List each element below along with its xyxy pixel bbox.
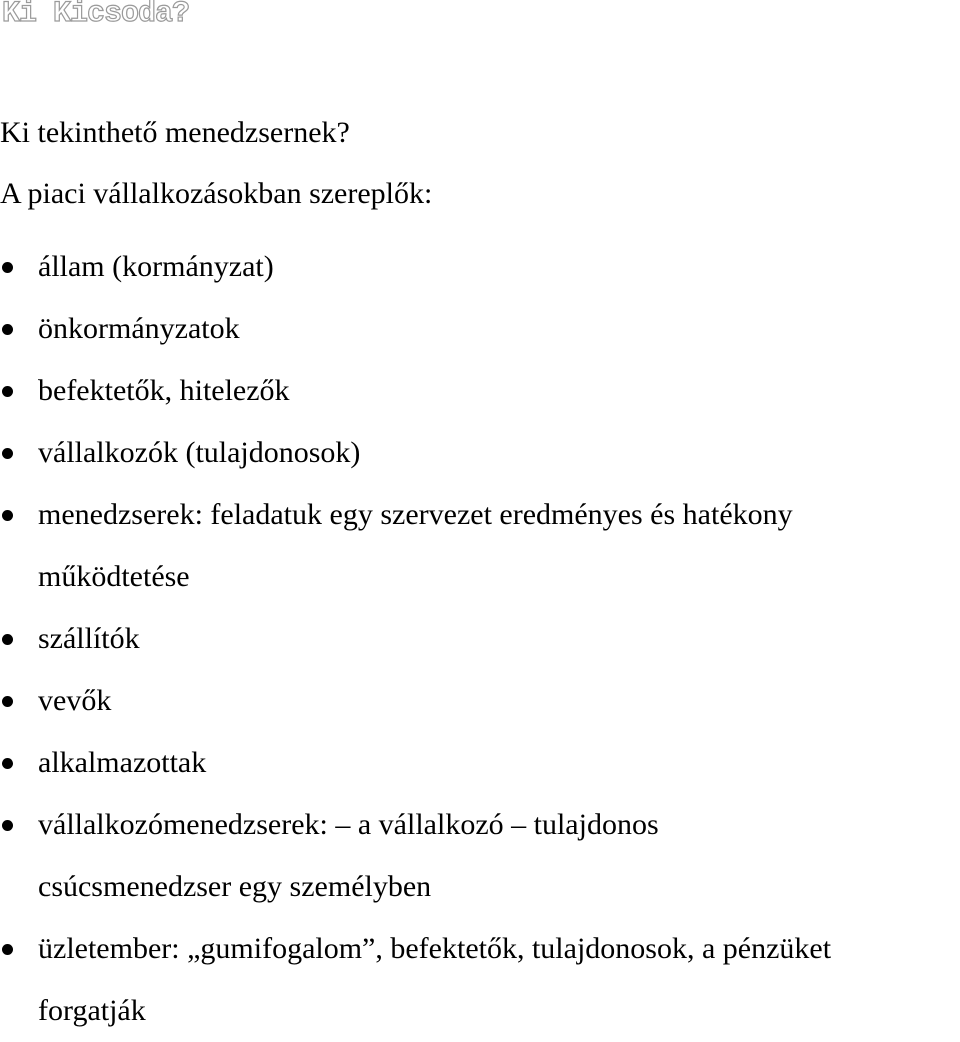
list-item-text: vállalkozómenedzserek: – a vállalkozó – tulajdonos [38,808,659,841]
list-item-text: szállítók [38,622,140,655]
list-item [0,794,960,918]
bullet-dot-icon [2,820,13,831]
list-item [0,236,960,298]
bullet-dot-icon [2,262,13,273]
list-item [0,298,960,360]
list-item-text: vállalkozók (tulajdonosok) [38,436,361,469]
list-item-text-continued: csúcsmenedzser egy személyben [38,870,432,903]
list-item [0,732,960,794]
list-item [0,484,960,608]
list-item-text: üzletember: „gumifogalom”, befektetők, tulajdonosok, a pénzüket [38,932,832,965]
question-line: Ki tekinthető menedzsernek? [0,116,350,149]
bullet-dot-icon [2,386,13,397]
list-item-text: menedzserek: feladatuk egy szervezet eredményes és hatékony [38,498,793,531]
list-item-text: alkalmazottak [38,746,207,779]
list-item-text-continued: működtetése [38,560,190,593]
page-title: Ki Kicsoda? [2,0,190,31]
list-item [0,608,960,670]
list-item-text: állam (kormányzat) [38,250,274,283]
list-item-text: befektetők, hitelezők [38,374,290,407]
list-item-text-continued: forgatják [38,994,146,1027]
bullet-dot-icon [2,510,13,521]
list-item-text: önkormányzatok [38,312,240,345]
bullet-dot-icon [2,758,13,769]
bullet-dot-icon [2,634,13,645]
list-item-text: vevők [38,684,112,717]
list-item [0,918,960,1042]
bullet-dot-icon [2,448,13,459]
participants-list [0,236,960,1042]
intro-line: A piaci vállalkozásokban szereplők: [0,177,433,210]
bullet-dot-icon [2,324,13,335]
list-item [0,422,960,484]
bullet-dot-icon [2,944,13,955]
bullet-dot-icon [2,696,13,707]
list-item [0,670,960,732]
list-item [0,360,960,422]
